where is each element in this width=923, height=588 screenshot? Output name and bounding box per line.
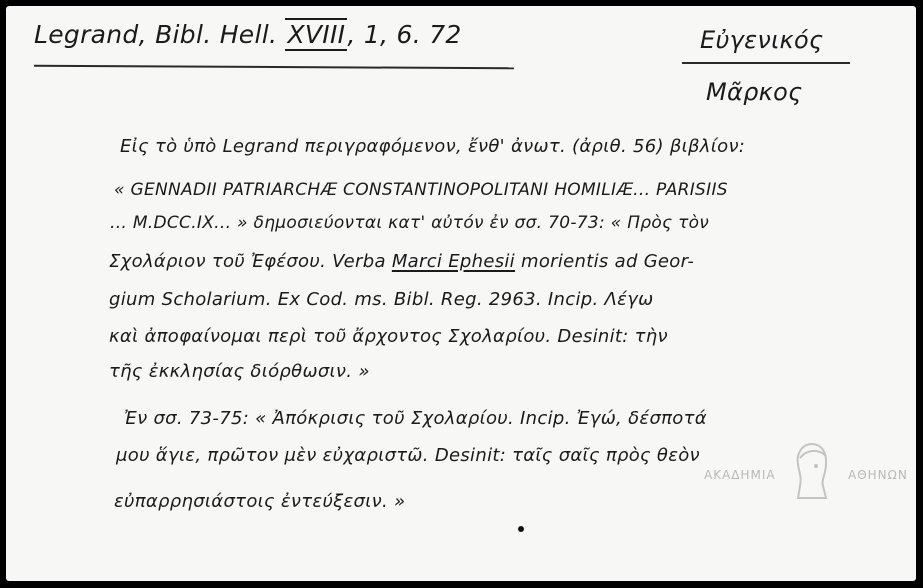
body-line-10: εὐπαρρησιάστοις ἐντεύξεσιν. » [114, 491, 406, 512]
body-line-4 [109, 251, 694, 272]
athena-head-icon [790, 440, 834, 502]
academy-stamp [698, 438, 913, 508]
reference-author: Legrand, [34, 20, 147, 49]
body-line-8: Ἐν σσ. 73-75: « Ἀπόκρισις τοῦ Σχολαρίου. Incip. Ἐγώ, δέσποτά [124, 408, 707, 429]
reference-work: Bibl. Hell. [155, 20, 278, 49]
bibliographic-reference [34, 20, 462, 49]
body-line-7: τῆς ἐκκλησίας διόρθωσιν. » [109, 361, 370, 382]
stamp-text-left: ΑΚΑΔΗΜΙΑ [704, 468, 776, 482]
body-line-5: gium Scholarium. Ex Cod. ms. Bibl. Reg. 2963. Incip. Λέγω [109, 289, 654, 310]
reference-volume: XVIII [287, 20, 346, 49]
body-line-1: Εἰς τὸ ὑπὸ Legrand περιγραφόμενον, ἔνθ' ἀνωτ. (ἀριθ. 56) βιβλίον: [120, 136, 746, 157]
body-line-4-end: morientis ad Geor- [515, 251, 695, 272]
body-line-6: καὶ ἀποφαίνομαι περὶ τοῦ ἄρχοντος Σχολαρίου. Desinit: τὴν [109, 326, 668, 347]
body-line-3: ... M.DCC.IX... » δημοσιεύονται κατ' αὐτόν ἐν σσ. 70-73: « Πρὸς τὸν [110, 213, 710, 233]
body-line-4-start: Σχολάριον τοῦ Ἐφέσου. Verba [109, 251, 392, 272]
heading-forename: Μᾶρκος [706, 78, 803, 106]
body-line-9: μου ἅγιε, πρῶτον μὲν εὐχαριστῶ. Desinit: ταῖς σαῖς πρὸς θεὸν [116, 445, 700, 466]
underlined-name: Marci Ephesii [391, 251, 515, 272]
reference-underline [34, 65, 514, 70]
stamp-text-right: ΑΘΗΝΩΝ [848, 468, 908, 482]
catalog-card [6, 6, 916, 581]
heading-underline [682, 62, 850, 64]
heading-surname: Εὐγενικός [700, 26, 824, 54]
body-line-2: « GENNADII PATRIARCHÆ CONSTANTINOPOLITANI HOMILIÆ... PARISIIS [114, 180, 728, 200]
ink-dot [518, 526, 524, 532]
reference-pages: , 1, 6. 72 [347, 20, 462, 49]
